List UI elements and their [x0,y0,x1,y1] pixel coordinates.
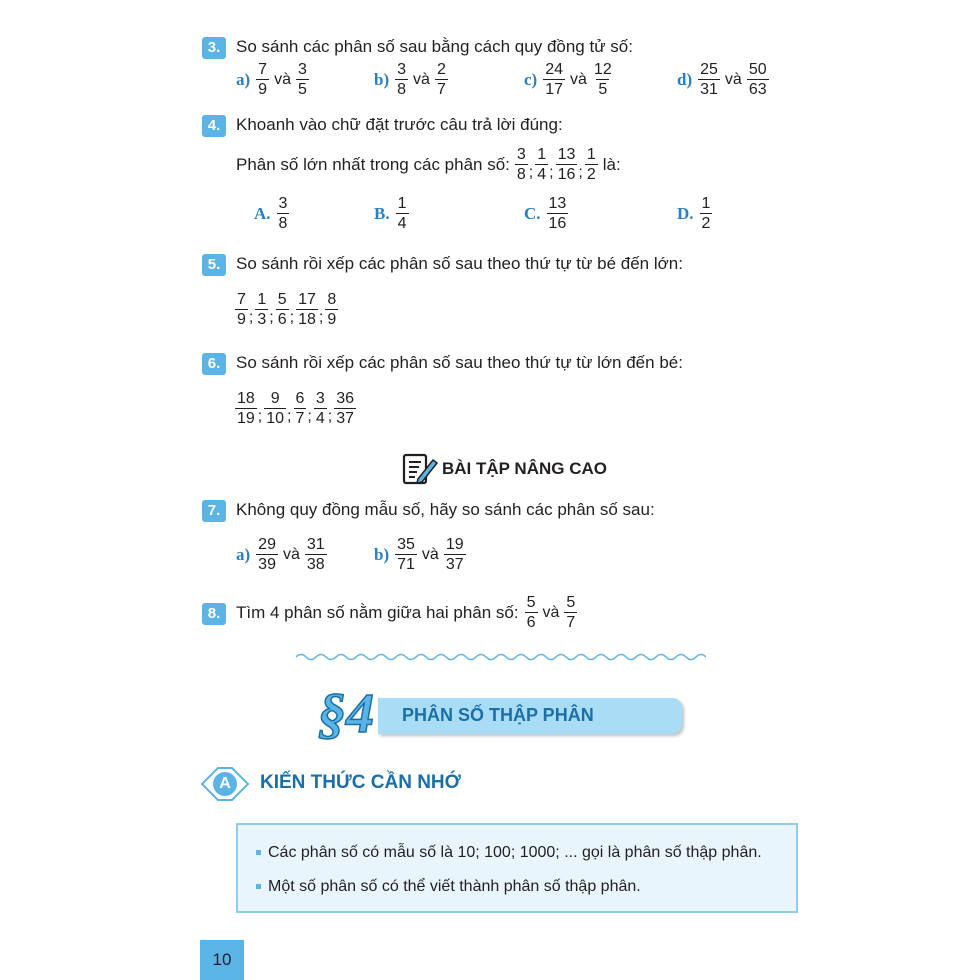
question-4-text: Khoanh vào chữ đặt trước câu trả lời đúng: [236,115,563,134]
choice-label: C. [524,203,541,223]
connector-text: và [413,70,430,88]
question-number-7: 7. [202,500,226,522]
question-5-fractions [234,290,339,329]
fraction: $\frac{1}{4}$ [397,195,407,232]
fraction: $\frac{18}{19}$ [237,390,255,427]
question-number-3: 3. [202,37,226,59]
note-text: Một số phân số có thể viết thành phân số thập phân. [268,878,641,895]
option-label: b) [374,69,390,89]
separator: ; [287,408,292,425]
question-4-prompt [236,145,621,184]
fraction: $\frac{13}{16}$ [557,146,576,183]
advanced-heading-text: BÀI TẬP NÂNG CAO [442,459,607,478]
note-item [256,878,641,896]
question-6-fractions [234,389,357,428]
knowledge-box [236,823,798,913]
separator: ; [578,164,583,181]
prompt-end-text: là: [602,154,621,174]
fraction: $\frac{7}{9}$ [258,61,268,98]
separator: ; [269,309,274,326]
question-4-choice-b [374,194,410,233]
bullet-square-icon [256,850,261,855]
option-label: c) [524,69,538,89]
fraction: $\frac{36}{37}$ [336,390,355,427]
option-label: d) [677,69,693,89]
connector-text: và [542,603,560,621]
page-number: 10 [212,950,232,969]
fraction: $\frac{5}{7}$ [566,594,576,631]
fraction: $\frac{5}{6}$ [277,291,287,328]
separator: ; [549,164,554,181]
fraction: $\frac{25}{31}$ [700,61,718,98]
separator: ; [528,164,534,181]
separator: ; [289,309,295,326]
option-label: a) [236,544,251,564]
question-3-option-c [524,60,615,99]
fraction: $\frac{50}{63}$ [748,61,767,98]
fraction: $\frac{1}{2}$ [701,195,711,232]
separator: ; [327,408,333,425]
fraction: $\frac{24}{17}$ [545,61,564,98]
notepad-pencil-icon [402,452,438,486]
question-4-choice-d [677,194,713,233]
fraction: $\frac{3}{5}$ [297,61,307,98]
fraction: $\frac{31}{38}$ [306,536,325,573]
fraction: $\frac{2}{7}$ [436,61,446,98]
advanced-heading [402,452,607,486]
question-4-choice-c [524,194,569,233]
separator: ; [248,309,254,326]
question-3-text: So sánh các phân số sau bằng cách quy đồng tử số: [236,37,633,56]
fraction: $\frac{1}{3}$ [257,291,267,328]
question-number-8: 8. [202,603,226,625]
prompt-text: Phân số lớn nhất trong các phân số: [236,154,510,174]
question-number-6: 6. [202,353,226,375]
connector-text: và [282,545,300,563]
separator: ; [307,408,312,425]
choice-label: B. [374,203,390,223]
fraction: $\frac{13}{16}$ [548,195,567,232]
option-label: b) [374,544,390,564]
fraction: $\frac{12}{5}$ [593,61,612,98]
fraction: $\frac{3}{8}$ [397,61,407,98]
separator: ; [318,309,324,326]
note-text: Các phân số có mẫu số là 10; 100; 1000; ... gọi là phân số thập phân. [268,844,762,861]
separator: ; [257,408,263,425]
question-7-option-a [236,535,328,574]
fraction: $\frac{29}{39}$ [258,536,276,573]
bullet-square-icon [256,884,261,889]
question-4-choice-a [254,194,290,233]
wavy-divider [296,652,706,662]
fraction: $\frac{5}{6}$ [526,594,536,631]
question-number-4: 4. [202,115,226,137]
fraction: $\frac{19}{37}$ [445,536,464,573]
fraction: $\frac{1}{2}$ [586,146,596,183]
section-symbol: §4 [318,683,374,745]
section-title: PHÂN SỐ THẬP PHÂN [402,705,594,725]
fraction: $\frac{35}{71}$ [397,536,415,573]
fraction: $\frac{7}{9}$ [237,291,246,328]
fraction: $\frac{17}{18}$ [298,291,316,328]
fraction: $\frac{8}{9}$ [327,291,337,328]
fraction: $\frac{6}{7}$ [295,390,305,427]
connector-text: và [421,545,439,563]
question-3-option-d [677,60,770,99]
question-8-text: Tìm 4 phân số nằm giữa hai phân số: [236,602,519,622]
question-5-text: So sánh rồi xếp các phân số sau theo thứ tự từ bé đến lớn: [236,254,683,273]
subsection-badge-letter: A [219,775,231,792]
question-3-option-a [236,60,310,99]
question-7-text: Không quy đồng mẫu số, hãy so sánh các phân số sau: [236,500,655,519]
connector-text: và [274,70,291,88]
connector-text: và [724,70,742,88]
fraction: $\frac{3}{8}$ [516,146,526,183]
choice-label: A. [254,203,271,223]
subsection-title: KIẾN THỨC CẦN NHỚ [260,772,461,793]
question-8-line [236,593,578,632]
fraction: $\frac{9}{10}$ [266,390,285,427]
question-7-option-b [374,535,467,574]
option-label: a) [236,69,251,89]
note-item [256,844,762,862]
question-6-text: So sánh rồi xếp các phân số sau theo thứ tự từ lớn đến bé: [236,353,683,372]
fraction: $\frac{1}{4}$ [537,146,547,183]
question-3-option-b [374,60,449,99]
fraction: $\frac{3}{4}$ [315,390,325,427]
connector-text: và [570,70,587,88]
choice-label: D. [677,203,694,223]
question-number-5: 5. [202,254,226,276]
fraction: $\frac{3}{8}$ [278,195,288,232]
